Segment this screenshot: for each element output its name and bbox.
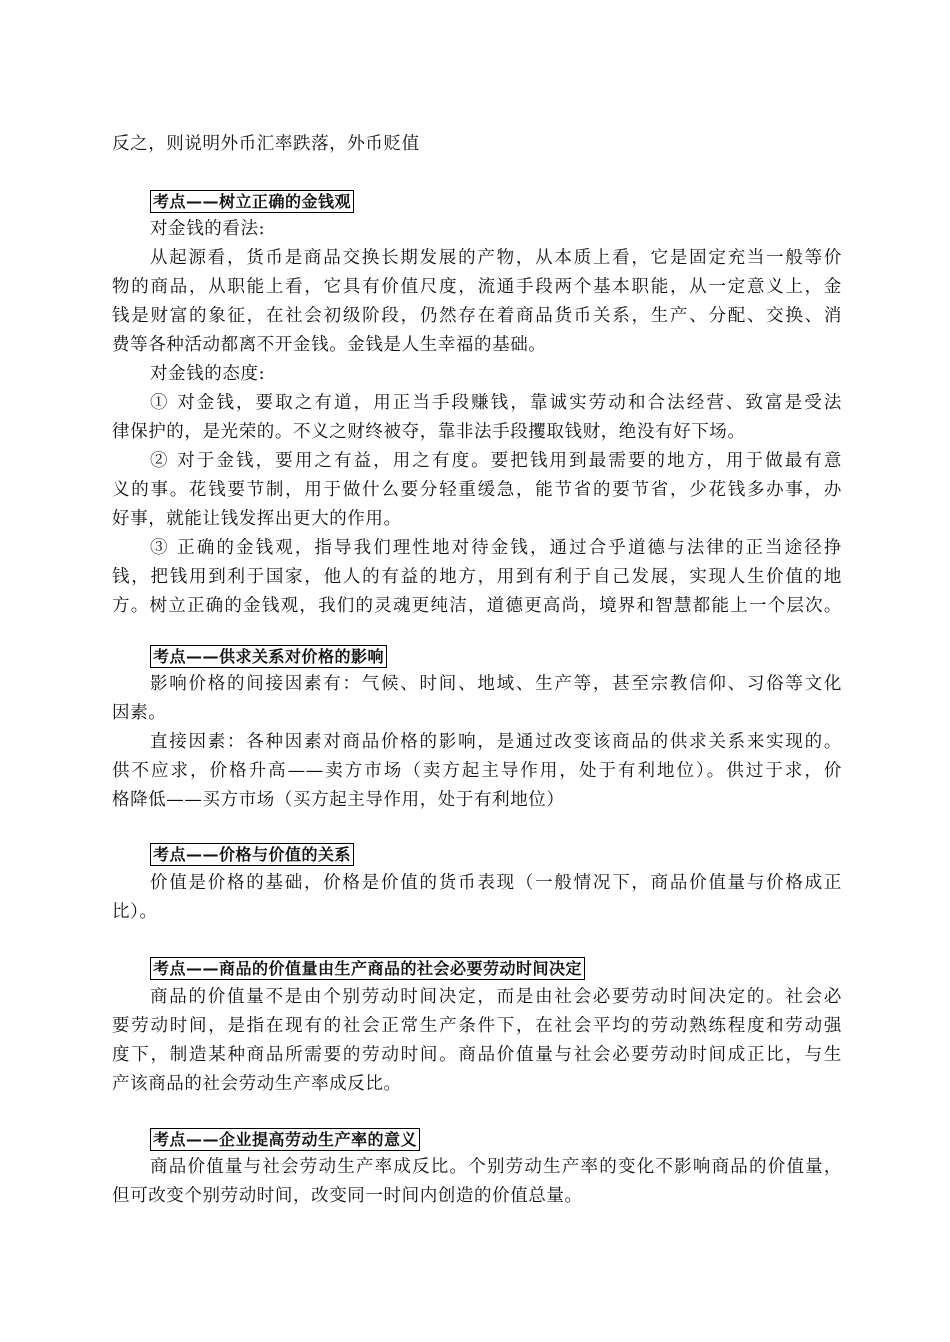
text-line: 供不应求，价格升高——卖方市场（卖方起主导作用，处于有利地位）。供过于求，价 xyxy=(112,761,843,781)
heading-label: 考点——供求关系对价格的影响 xyxy=(150,645,387,668)
text-line: 钱是财富的象征，在社会初级阶段，仍然存在着商品货币关系，生产、分配、交换、消 xyxy=(112,306,842,326)
section-body-value-quantity xyxy=(112,983,842,1099)
text-line: 格降低——买方市场（买方起主导作用，处于有利地位） xyxy=(112,790,565,810)
section-heading-value-quantity xyxy=(150,957,585,981)
section-heading-price-value xyxy=(150,843,354,867)
text-line: 费等各种活动都离不开金钱。金钱是人生幸福的基础。 xyxy=(112,335,547,355)
text-line: 物的商品，从职能上看，它具有价值尺度，流通手段两个基本职能，从一定意义上，金 xyxy=(112,277,842,297)
text-line: 商品的价值量不是由个别劳动时间决定，而是由社会必要劳动时间决定的。社会必 xyxy=(150,987,842,1007)
text-line: 从起源看，货币是商品交换长期发展的产物，从本质上看，它是固定充当一般等价 xyxy=(150,248,842,268)
text-line: 影响价格的间接因素有：气候、时间、地域、生产等，甚至宗教信仰、习俗等文化 xyxy=(150,674,842,694)
text-line: 商品价值量与社会劳动生产率成反比。个别劳动生产率的变化不影响商品的价值量， xyxy=(150,1157,842,1177)
text-line: ② 对于金钱，要用之有益，用之有度。要把钱用到最需要的地方，用于做最有意 xyxy=(150,451,842,471)
text-line: 比）。 xyxy=(112,902,158,922)
text-line: 反之，则说明外币汇率跌落，外币贬值 xyxy=(112,134,420,154)
section-body-productivity xyxy=(112,1153,842,1211)
text-line: 价值是价格的基础，价格是价值的货币表现（一般情况下，商品价值量与价格成正 xyxy=(150,873,842,893)
text-line: 度下，制造某种商品所需要的劳动时间。商品价值量与社会必要劳动时间成正比，与生 xyxy=(112,1045,842,1065)
section-body-price-value xyxy=(112,869,842,927)
heading-label: 考点——企业提高劳动生产率的意义 xyxy=(150,1128,420,1151)
text-line: 对金钱的态度: xyxy=(150,364,266,384)
text-line: 但可改变个别劳动时间，改变同一时间内创造的价值总量。 xyxy=(112,1186,583,1206)
text-line: 律保护的，是光荣的。不义之财终被夺，靠非法手段攫取钱财，绝没有好下场。 xyxy=(112,422,746,442)
text-line: 义的事。花钱要节制，用于做什么要分轻重缓急，能节省的要节省，少花钱多办事，办 xyxy=(112,480,842,500)
text-line: 直接因素：各种因素对商品价格的影响，是通过改变该商品的供求关系来实现的。 xyxy=(150,732,842,752)
heading-label: 考点——价格与价值的关系 xyxy=(150,843,354,866)
section-heading-supply-demand xyxy=(150,645,387,669)
text-line: 好事，就能让钱发挥出更大的作用。 xyxy=(112,509,402,529)
text-line: ① 对金钱，要取之有道，用正当手段赚钱，靠诚实劳动和合法经营、致富是受法 xyxy=(150,393,842,413)
section-heading-money-view xyxy=(150,190,354,214)
heading-label: 考点——树立正确的金钱观 xyxy=(150,190,354,213)
text-line: ③ 正确的金钱观，指导我们理性地对待金钱，通过合乎道德与法律的正当途径挣 xyxy=(150,538,842,558)
text-line: 钱，把钱用到利于国家，他人的有益的地方，用到有利于自己发展，实现人生价值的地 xyxy=(112,567,842,587)
text-line: 对金钱的看法: xyxy=(150,219,266,239)
text-line: 方。树立正确的金钱观，我们的灵魂更纯洁，道德更高尚，境界和智慧都能上一个层次。 xyxy=(112,596,842,616)
section-body-supply-demand xyxy=(112,670,842,815)
heading-label: 考点——商品的价值量由生产商品的社会必要劳动时间决定 xyxy=(150,957,585,980)
intro-paragraph xyxy=(112,130,842,159)
section-body-money-view xyxy=(112,215,842,621)
text-line: 要劳动时间，是指在现有的社会正常生产条件下，在社会平均的劳动熟练程度和劳动强 xyxy=(112,1016,842,1036)
text-line: 因素。 xyxy=(112,703,167,723)
section-heading-productivity xyxy=(150,1128,420,1152)
text-line: 产该商品的社会劳动生产率成反比。 xyxy=(112,1074,402,1094)
